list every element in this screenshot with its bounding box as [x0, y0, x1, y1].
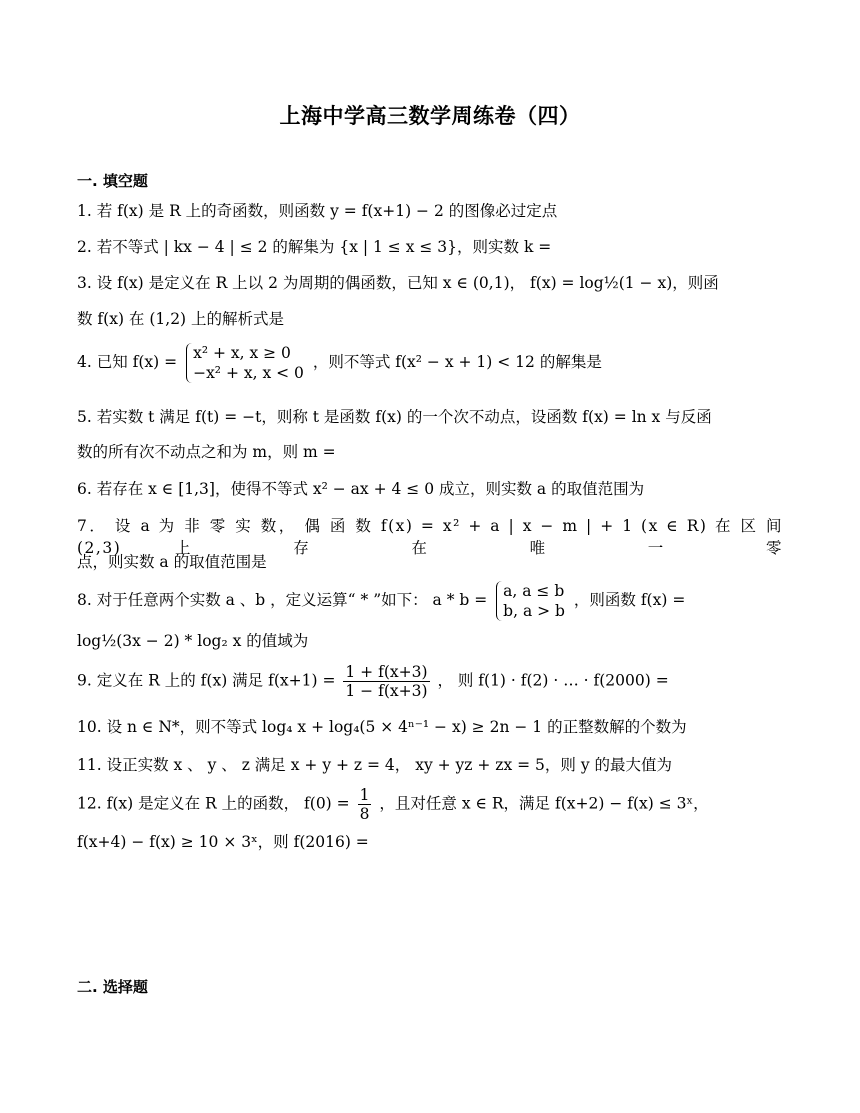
question-3-line-2: 数 f(x) 在 (1,2) 上的解析式是 [77, 310, 285, 328]
fraction-numerator: 1 + f(x+3) [345, 663, 428, 681]
question-3-line-1: 3. 设 f(x) 是定义在 R 上以 2 为周期的偶函数，已知 x ∈ (0,1)， f(x) = log½(1 − x)，则函 [77, 274, 719, 292]
question-6: 6. 若存在 x ∈ [1,3]，使得不等式 x² − ax + 4 ≤ 0 成立，则实数 a 的取值范围为 [77, 480, 645, 498]
question-2: 2. 若不等式 | kx − 4 | ≤ 2 的解集为 {x | 1 ≤ x ≤ 3}，则实数 k = [77, 238, 552, 256]
question-8-suffix: ，则函数 f(x) = [573, 591, 686, 609]
question-8 [77, 581, 783, 621]
question-10: 10. 设 n ∈ N*，则不等式 log₄ x + log₄(5 × 4ⁿ⁻¹ − x) ≥ 2n − 1 的正整数解的个数为 [77, 718, 687, 736]
page-title: 上海中学高三数学周练卷（四） [279, 104, 581, 128]
fraction-denominator: 8 [359, 805, 370, 823]
question-11: 11. 设正实数 x 、 y 、 z 满足 x + y + z = 4， xy + yz + zx = 5，则 y 的最大值为 [77, 756, 673, 774]
question-9-fraction [343, 663, 429, 700]
fraction-numerator: 1 [359, 786, 370, 804]
question-8-prefix: 8. 对于任意两个实数 a 、b ，定义运算“ * ”如下： a * b = [77, 591, 488, 609]
question-12-fraction [358, 786, 372, 823]
question-7-line-2: 点，则实数 a 的取值范围是 [77, 553, 267, 571]
operation-definition-brace [496, 581, 565, 621]
question-12-line-2: f(x+4) − f(x) ≥ 10 × 3ˣ，则 f(2016) = [77, 833, 369, 851]
question-4-prefix: 4. 已知 f(x) = [77, 353, 178, 371]
question-12-suffix: ，且对任意 x ∈ R，满足 f(x+2) − f(x) ≤ 3ˣ， [379, 794, 709, 813]
section-multiple-choice-heading: 二. 选择题 [77, 978, 148, 996]
fraction-denominator: 1 − f(x+3) [345, 682, 428, 700]
operation-row-1: a, a ≤ b [503, 582, 565, 600]
question-4 [77, 343, 783, 383]
question-8-line-2: log½(3x − 2) * log₂ x 的值域为 [77, 632, 309, 650]
question-1: 1. 若 f(x) 是 R 上的奇函数，则函数 y = f(x+1) − 2 的图像必过定点 [77, 202, 558, 220]
question-9-suffix: ， 则 f(1) · f(2) · … · f(2000) = [437, 671, 669, 690]
question-12-prefix: 12. f(x) 是定义在 R 上的函数， f(0) = [77, 794, 350, 813]
operation-row-2: b, a > b [503, 602, 565, 620]
question-12 [77, 786, 783, 823]
question-4-suffix: ，则不等式 f(x² − x + 1) < 12 的解集是 [312, 353, 602, 371]
question-9-prefix: 9. 定义在 R 上的 f(x) 满足 f(x+1) = [77, 671, 336, 690]
section-fill-in-heading: 一. 填空题 [77, 172, 148, 190]
question-9 [77, 663, 783, 700]
question-5-line-2: 数的所有次不动点之和为 m，则 m = [77, 443, 336, 461]
piecewise-row-1: x² + x, x ≥ 0 [193, 344, 291, 362]
question-7-line-1: 7． 设 a 为 非 零 实 数， 偶 函 数 f(x) = x² + a | x − m | + 1 (x ∈ R) 在 区 间 (2,3) 上 存 在 唯 一 零 [77, 517, 783, 557]
question-5-line-1: 5. 若实数 t 满足 f(t) = −t，则称 t 是函数 f(x) 的一个次不动点，设函数 f(x) = ln x 与反函 [77, 408, 712, 426]
piecewise-row-2: −x² + x, x < 0 [193, 364, 304, 382]
piecewise-brace [186, 343, 304, 383]
